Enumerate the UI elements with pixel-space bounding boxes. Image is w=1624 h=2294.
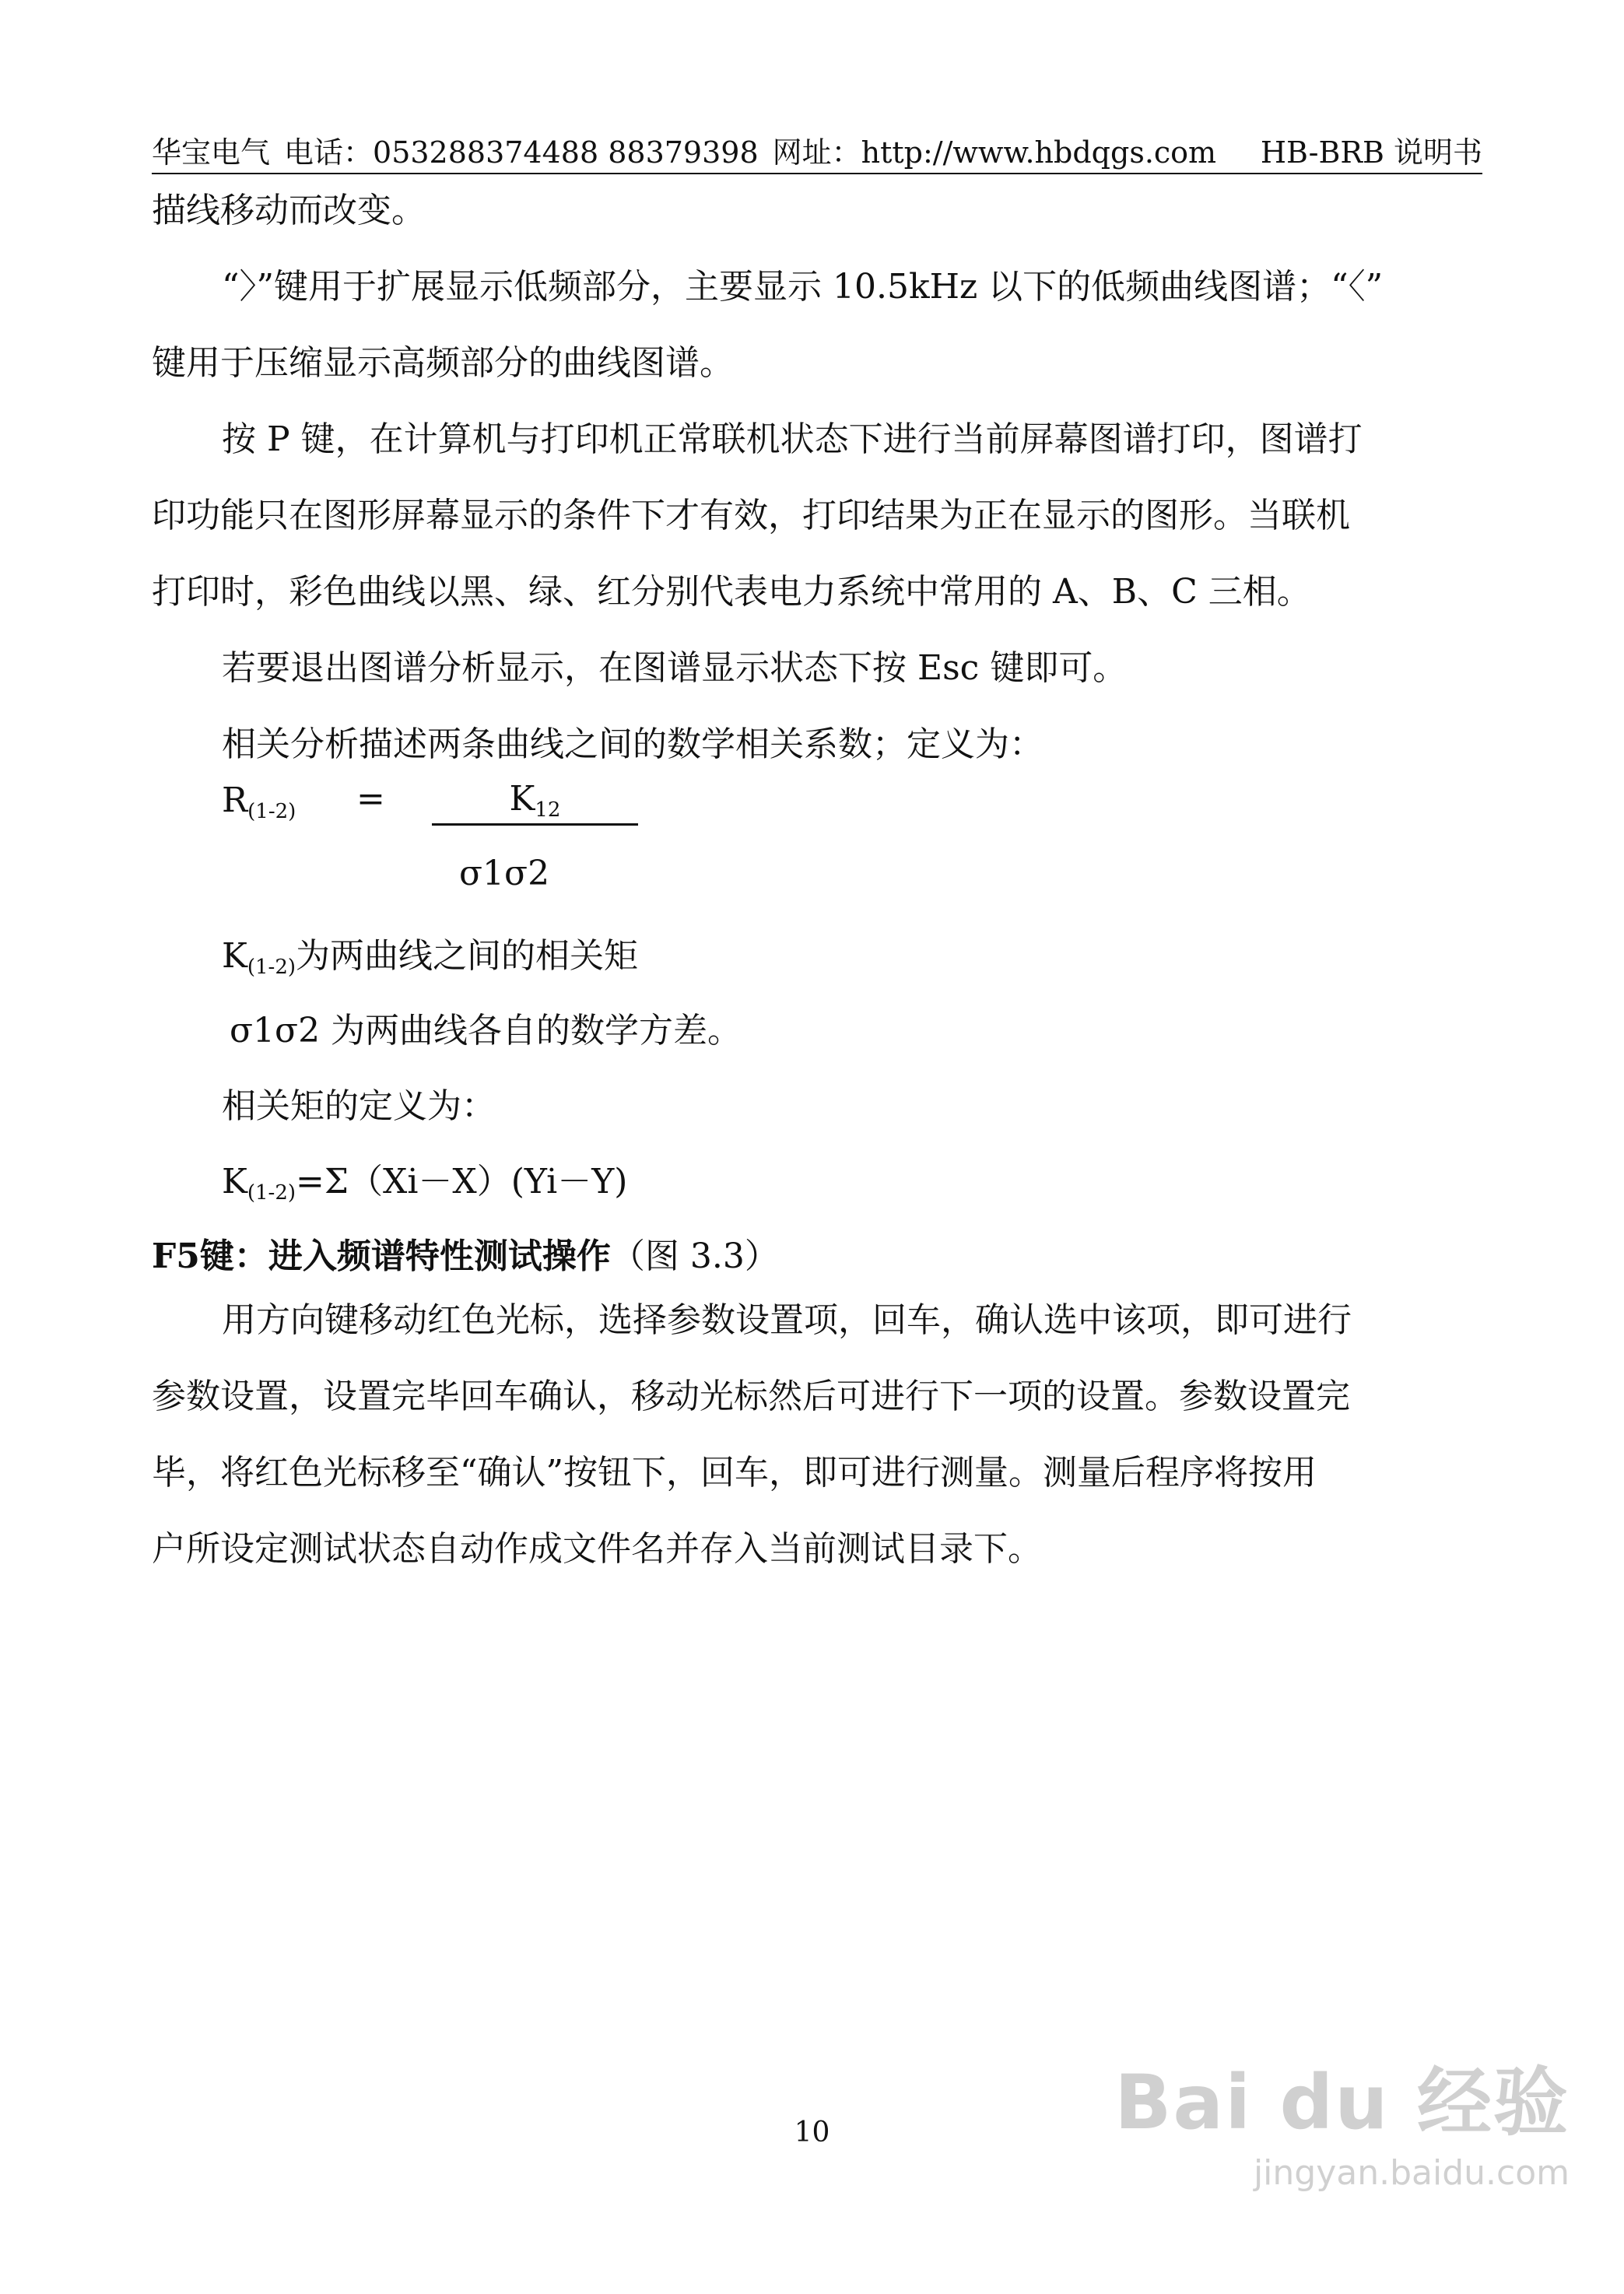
page-number: 10 xyxy=(794,2117,830,2148)
section-heading-f5 xyxy=(152,1228,779,1278)
section-title: 键：进入频谱特性测试操作 xyxy=(199,1236,611,1276)
watermark-brand: Bai du 经验 xyxy=(1114,2059,1570,2146)
header-company: 华宝电气 xyxy=(152,135,271,170)
formula-r-left xyxy=(222,780,296,823)
body-section-1 xyxy=(152,173,1482,783)
paragraph-continuation: 描线移动而改变。 xyxy=(152,191,426,230)
sigma-definition-line: σ1σ2 为两曲线各自的数学方差。 xyxy=(230,1011,742,1051)
section-figure-ref: （图 3.3） xyxy=(610,1236,779,1276)
paragraph-f5-line2: 参数设置，设置完毕回车确认，移动光标然后可进行下一项的设置。参数设置完 xyxy=(152,1377,1350,1416)
formula-r-subscript: (1-2) xyxy=(247,800,296,823)
formula-equals: = xyxy=(356,779,385,819)
section-key: F5 xyxy=(152,1236,200,1276)
k-equation-line xyxy=(222,1153,627,1203)
header-doc-title: HB-BRB 说明书 xyxy=(1260,135,1482,170)
paragraph-exit: 若要退出图谱分析显示，在图谱显示状态下按 Esc 键即可。 xyxy=(222,648,1128,688)
page-header xyxy=(152,134,1482,174)
paragraph-f5-line1: 用方向键移动红色光标，选择参数设置项，回车，确认选中该项，即可进行 xyxy=(222,1300,1352,1340)
header-website: 网址：http://www.hbdqgs.com xyxy=(772,135,1217,170)
paragraph-f5-line3: 毕，将红色光标移至“确认”按钮下，回车，即可进行测量。测量后程序将按用 xyxy=(152,1453,1317,1493)
paragraph-zoom-keys-line2: 键用于压缩显示高频部分的曲线图谱。 xyxy=(152,343,734,383)
paragraph-print-line3: 打印时，彩色曲线以黑、绿、红分别代表电力系统中常用的 A、B、C 三相。 xyxy=(152,572,1311,612)
paragraph-print-line2: 印功能只在图形屏幕显示的条件下才有效，打印结果为正在显示的图形。当联机 xyxy=(152,496,1350,535)
paragraph-zoom-keys-line1: “〉”键用于扩展显示低频部分，主要显示 10.5kHz 以下的低频曲线图谱；“〈” xyxy=(222,267,1384,307)
paragraph-correlation-intro: 相关分析描述两条曲线之间的数学相关系数；定义为： xyxy=(222,724,1043,764)
formula-numerator xyxy=(432,780,638,826)
body-section-2 xyxy=(152,1282,1482,1587)
formula-numerator-subscript: 12 xyxy=(535,798,561,822)
header-phone: 电话：053288374488 88379398 xyxy=(284,135,759,170)
formula-r-symbol: R xyxy=(222,780,248,820)
formula-numerator-symbol: K xyxy=(509,779,535,819)
k-definition-symbol: K xyxy=(222,936,247,976)
k-equation-subscript: (1-2) xyxy=(247,1181,296,1205)
header-left xyxy=(152,134,1216,171)
baidu-watermark xyxy=(1114,2043,1570,2193)
k-definition-subscript: (1-2) xyxy=(247,956,296,979)
k-definition-line xyxy=(222,928,638,977)
paragraph-f5-line4: 户所设定测试状态自动作成文件名并存入当前测试目录下。 xyxy=(152,1529,1042,1569)
k-equation-symbol: K xyxy=(222,1162,247,1201)
formula-denominator: σ1σ2 xyxy=(459,854,550,893)
correlation-moment-intro: 相关矩的定义为： xyxy=(222,1086,496,1126)
watermark-url: jingyan.baidu.com xyxy=(1253,2153,1570,2193)
paragraph-print-line1: 按 P 键，在计算机与打印机正常联机状态下进行当前屏幕图谱打印，图谱打 xyxy=(222,419,1363,459)
k-equation-rhs: =Σ（Xi－X）(Yi－Y) xyxy=(296,1162,628,1201)
k-definition-text: 为两曲线之间的相关矩 xyxy=(296,936,639,976)
